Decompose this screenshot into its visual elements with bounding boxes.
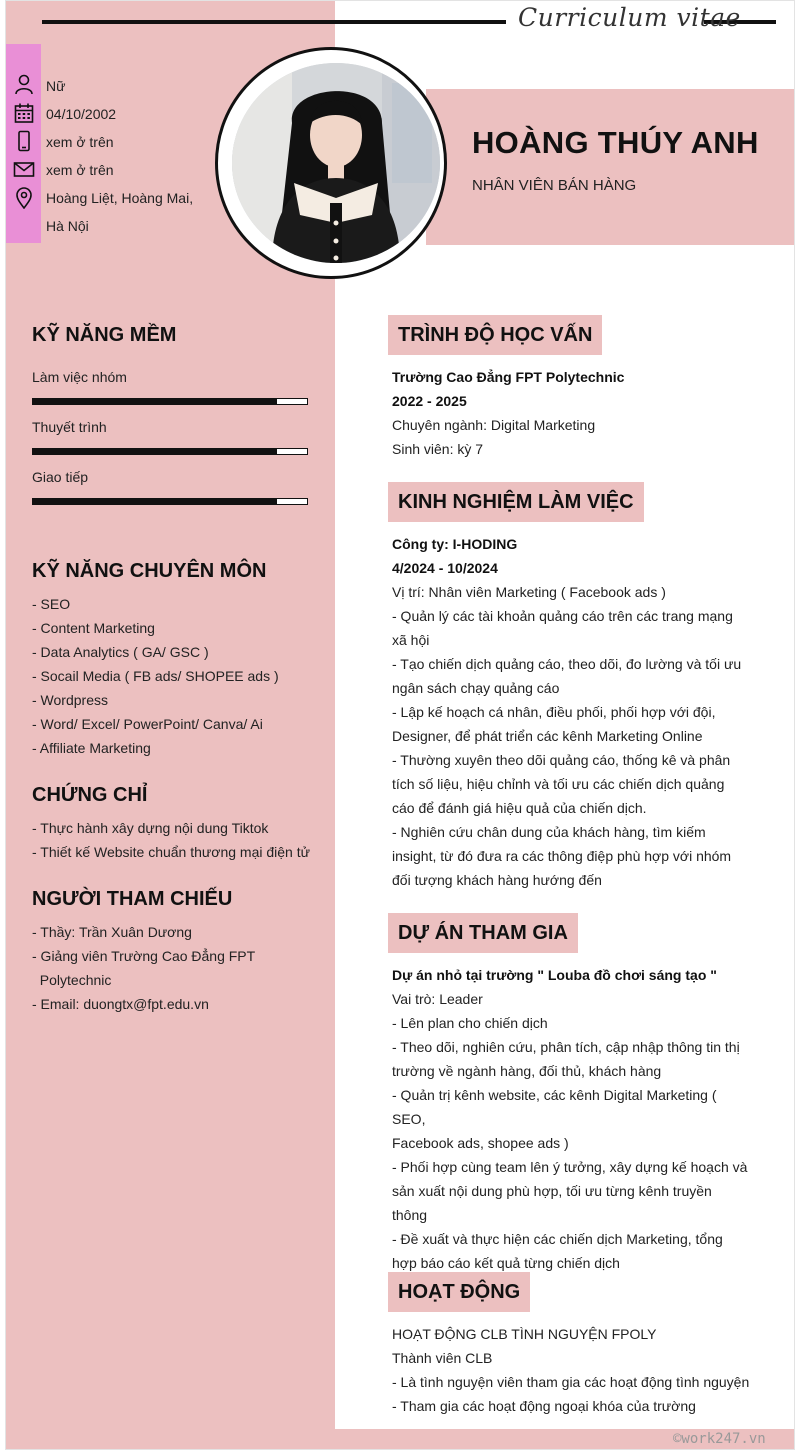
envelope-icon xyxy=(13,158,35,180)
text-line: HOẠT ĐỘNG CLB TÌNH NGUYỆN FPOLY xyxy=(392,1326,657,1342)
text-line: - Đề xuất và thực hiện các chiến dịch Marketing, tổng xyxy=(392,1231,723,1247)
activities-block xyxy=(392,1322,752,1418)
text-line: đối tượng khách hàng hướng đến xyxy=(392,872,602,888)
list-item: - Thầy: Trần Xuân Dương xyxy=(32,924,192,940)
text-line: Vị trí: Nhân viên Marketing ( Facebook ads ) xyxy=(392,584,666,600)
gender-text: Nữ xyxy=(46,78,66,94)
pro-skills-list xyxy=(32,592,279,760)
text-line: - Quản lý các tài khoản quảng cáo trên các trang mạng xyxy=(392,608,733,624)
list-item: - Giảng viên Trường Cao Đẳng FPT xyxy=(32,948,256,964)
phone-icon xyxy=(13,130,35,152)
experience-period: 4/2024 - 10/2024 xyxy=(392,560,498,576)
experience-block xyxy=(392,532,752,892)
certificates-heading: CHỨNG CHỈ xyxy=(32,784,148,806)
projects-block xyxy=(392,963,752,1275)
cv-page xyxy=(5,0,795,1450)
experience-heading: KINH NGHIỆM LÀM VIỆC xyxy=(388,482,644,522)
text-line: Facebook ads, shopee ads ) xyxy=(392,1135,569,1151)
text-line: - Lên plan cho chiến dịch xyxy=(392,1015,548,1031)
text-line: Thành viên CLB xyxy=(392,1350,493,1366)
skill-bar-fill xyxy=(33,499,277,504)
list-item: - Thiết kế Website chuẩn thương mại điện tử xyxy=(32,844,310,860)
skill-label-presentation: Thuyết trình xyxy=(32,419,107,435)
text-line: - Lập kế hoạch cá nhân, điều phối, phối hợp với đội, xyxy=(392,704,716,720)
text-line: - Nghiên cứu chân dung của khách hàng, tìm kiếm xyxy=(392,824,706,840)
address-line-1: Hoàng Liệt, Hoàng Mai, xyxy=(46,190,194,206)
text-line: insight, từ đó đưa ra các thông điệp phù hợp với nhóm xyxy=(392,848,732,864)
skill-label-teamwork: Làm việc nhóm xyxy=(32,369,127,385)
name-band xyxy=(426,89,795,245)
education-major: Chuyên ngành: Digital Marketing xyxy=(392,417,596,433)
job-title: NHÂN VIÊN BÁN HÀNG xyxy=(472,177,637,194)
references-heading: NGƯỜI THAM CHIẾU xyxy=(32,888,233,910)
text-line: - Là tình nguyện viên tham gia các hoạt động tình nguyện xyxy=(392,1374,750,1390)
text-line: xã hội xyxy=(392,632,430,648)
education-status: Sinh viên: kỳ 7 xyxy=(392,441,484,457)
education-period: 2022 - 2025 xyxy=(392,393,467,409)
project-title: Dự án nhỏ tại trường " Louba đồ chơi sáng tạo " xyxy=(392,967,717,983)
text-line: - Phối hợp cùng team lên ý tưởng, xây dựng kế hoạch và xyxy=(392,1159,748,1175)
list-item: - Data Analytics ( GA/ GSC ) xyxy=(32,644,209,660)
avatar xyxy=(232,63,440,263)
text-line: thông xyxy=(392,1207,428,1223)
skill-bar-teamwork xyxy=(32,398,308,405)
skill-bar-fill xyxy=(33,399,277,404)
text-line: tích số liệu, hiệu chỉnh và tối ưu các chiến dịch quảng xyxy=(392,776,725,792)
location-pin-icon xyxy=(13,187,35,209)
dob-text: 04/10/2002 xyxy=(46,106,117,122)
header-rule-left xyxy=(42,20,506,24)
text-line: Designer, để phát triển các kênh Marketing Online xyxy=(392,728,703,744)
text-line: - Theo dõi, nghiên cứu, phân tích, cập nhập thông tin thị xyxy=(392,1039,740,1055)
skill-bar-fill xyxy=(33,449,277,454)
watermark-text: ©work247.vn xyxy=(673,1431,766,1447)
full-name: HOÀNG THÚY ANH xyxy=(472,125,759,160)
education-block xyxy=(392,365,752,461)
references-list xyxy=(32,920,255,1016)
list-item: Polytechnic xyxy=(32,972,112,988)
list-item: - Affiliate Marketing xyxy=(32,740,151,756)
text-line: - Tham gia các hoạt động ngoại khóa của trường xyxy=(392,1398,696,1414)
list-item: - Email: duongtx@fpt.edu.vn xyxy=(32,996,209,1012)
pro-skills-heading: KỸ NĂNG CHUYÊN MÔN xyxy=(32,560,267,582)
skill-label-communication: Giao tiếp xyxy=(32,469,89,485)
text-line: Vai trò: Leader xyxy=(392,991,483,1007)
education-heading: TRÌNH ĐỘ HỌC VẤN xyxy=(388,315,602,355)
avatar-photo xyxy=(232,63,440,263)
school-name: Trường Cao Đẳng FPT Polytechnic xyxy=(392,369,625,385)
text-line: cáo để đánh giá hiệu quả của chiến dịch. xyxy=(392,800,647,816)
list-item: - SEO xyxy=(32,596,71,612)
text-line: hợp báo cáo kết quả từng chiến dịch xyxy=(392,1255,620,1271)
text-line: - Quản trị kênh website, các kênh Digital Marketing ( SEO, xyxy=(392,1087,717,1127)
activities-heading: HOẠT ĐỘNG xyxy=(388,1272,530,1312)
list-item: - Content Marketing xyxy=(32,620,155,636)
text-line: - Thường xuyên theo dõi quảng cáo, thống kê và phân xyxy=(392,752,731,768)
soft-skills-heading: KỸ NĂNG MỀM xyxy=(32,324,177,346)
list-item: - Wordpress xyxy=(32,692,108,708)
calendar-icon xyxy=(13,102,35,124)
text-line: sản xuất nội dung phù hợp, tối ưu từng kênh truyền xyxy=(392,1183,712,1199)
skill-bar-presentation xyxy=(32,448,308,455)
skill-bar-communication xyxy=(32,498,308,505)
projects-heading: DỰ ÁN THAM GIA xyxy=(388,913,578,953)
company-name: Công ty: I-HODING xyxy=(392,536,518,552)
email-text: xem ở trên xyxy=(46,162,114,178)
text-line: - Tạo chiến dịch quảng cáo, theo dõi, đo lường và tối ưu xyxy=(392,656,742,672)
certificates-list xyxy=(32,816,310,864)
list-item: - Word/ Excel/ PowerPoint/ Canva/ Ai xyxy=(32,716,263,732)
cv-title: Curriculum vitae xyxy=(518,3,741,32)
list-item: - Socail Media ( FB ads/ SHOPEE ads ) xyxy=(32,668,279,684)
text-line: ngân sách chạy quảng cáo xyxy=(392,680,560,696)
list-item: - Thực hành xây dựng nội dung Tiktok xyxy=(32,820,269,836)
address-line-2: Hà Nội xyxy=(46,218,89,234)
person-icon xyxy=(13,73,35,95)
phone-text: xem ở trên xyxy=(46,134,114,150)
text-line: trường về ngành hàng, đối thủ, khách hàng xyxy=(392,1063,662,1079)
